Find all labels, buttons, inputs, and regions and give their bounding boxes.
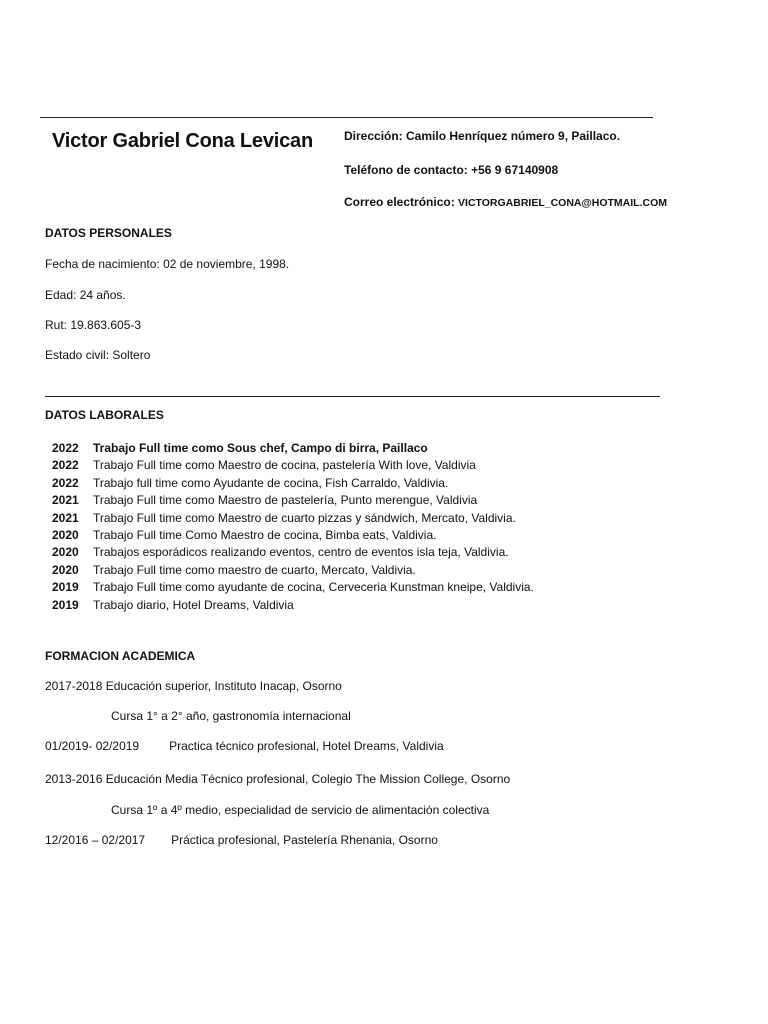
email-value: VICTORGABRIEL_CONA@HOTMAIL.COM: [458, 197, 667, 209]
rut-line: Rut: 19.863.605-3: [45, 318, 142, 332]
job-description: Trabajo diario, Hotel Dreams, Valdivia: [93, 597, 294, 612]
job-description: Trabajo Full time como maestro de cuarto, Mercato, Valdivia.: [93, 562, 416, 577]
email-line: [344, 195, 667, 209]
job-year: 2020: [52, 562, 79, 577]
address-line: Dirección: Camilo Henríquez número 9, Paillaco.: [344, 129, 621, 143]
job-item: [52, 476, 534, 493]
job-year: 2022: [52, 458, 79, 473]
email-label: Correo electrónico:: [344, 195, 459, 209]
internship-rhenania: [45, 833, 438, 847]
academic-heading: FORMACION ACADEMICA: [45, 649, 196, 663]
internship-date: 12/2016 – 02/2017: [45, 833, 146, 847]
job-item: [52, 580, 534, 597]
internship-description: Práctica profesional, Pastelería Rhenania, Osorno: [171, 833, 438, 847]
education-entry-mission-college: 2013-2016 Educación Media Técnico profesional, Colegio The Mission College, Osorno: [45, 772, 511, 786]
job-year: 2020: [52, 527, 79, 542]
job-description: Trabajo Full time como Sous chef, Campo di birra, Paillaco: [93, 441, 428, 455]
job-year: 2021: [52, 493, 79, 508]
job-description: Trabajo Full time como Maestro de cocina, pastelería With love, Valdivia: [93, 458, 476, 473]
job-year: 2019: [52, 597, 79, 612]
job-item: [52, 493, 534, 510]
job-item: [52, 458, 534, 475]
age-line: Edad: 24 años.: [45, 288, 126, 302]
job-description: Trabajo Full time Como Maestro de cocina, Bimba eats, Valdivia.: [93, 527, 437, 542]
job-item: [52, 528, 534, 545]
job-description: Trabajo Full time como Maestro de pastelería, Punto merengue, Valdivia: [93, 493, 478, 508]
labor-data-heading: DATOS LABORALES: [45, 408, 164, 422]
civil-status-line: Estado civil: Soltero: [45, 348, 151, 362]
job-item: [52, 563, 534, 580]
education-entry-inacap: 2017-2018 Educación superior, Instituto Inacap, Osorno: [45, 679, 342, 693]
job-description: Trabajo Full time como Maestro de cuarto pizzas y sándwich, Mercato, Valdivia.: [93, 510, 516, 525]
job-year: 2022: [52, 441, 79, 455]
job-year: 2021: [52, 510, 79, 525]
job-year: 2020: [52, 545, 79, 560]
candidate-name: Victor Gabriel Cona Levican: [52, 130, 313, 152]
internship-hotel-dreams: [45, 739, 444, 753]
top-divider: [40, 117, 653, 118]
job-item: [52, 511, 534, 528]
internship-description: Practica técnico profesional, Hotel Dreams, Valdivia: [169, 739, 444, 753]
job-item: [52, 598, 534, 615]
job-list: [52, 441, 534, 615]
job-year: 2022: [52, 475, 79, 490]
birth-date-line: Fecha de nacimiento: 02 de noviembre, 1998.: [45, 257, 290, 271]
job-description: Trabajo full time como Ayudante de cocina, Fish Carraldo, Valdivia.: [93, 475, 449, 490]
job-year: 2019: [52, 580, 79, 595]
job-item: [52, 441, 534, 458]
personal-data-heading: DATOS PERSONALES: [45, 226, 172, 240]
job-description: Trabajos esporádicos realizando eventos, centro de eventos isla teja, Valdivia.: [93, 545, 509, 560]
education-detail-mission-college: Cursa 1º a 4º medio, especialidad de servicio de alimentación colectiva: [111, 803, 490, 817]
job-description: Trabajo Full time como ayudante de cocina, Cerveceria Kunstman kneipe, Valdivia.: [93, 580, 534, 595]
job-item: [52, 545, 534, 562]
internship-date: 01/2019- 02/2019: [45, 739, 140, 753]
phone-line: Teléfono de contacto: +56 9 67140908: [344, 163, 559, 177]
education-detail-inacap: Cursa 1° a 2° año, gastronomía internacional: [111, 709, 351, 723]
middle-divider: [45, 396, 660, 397]
